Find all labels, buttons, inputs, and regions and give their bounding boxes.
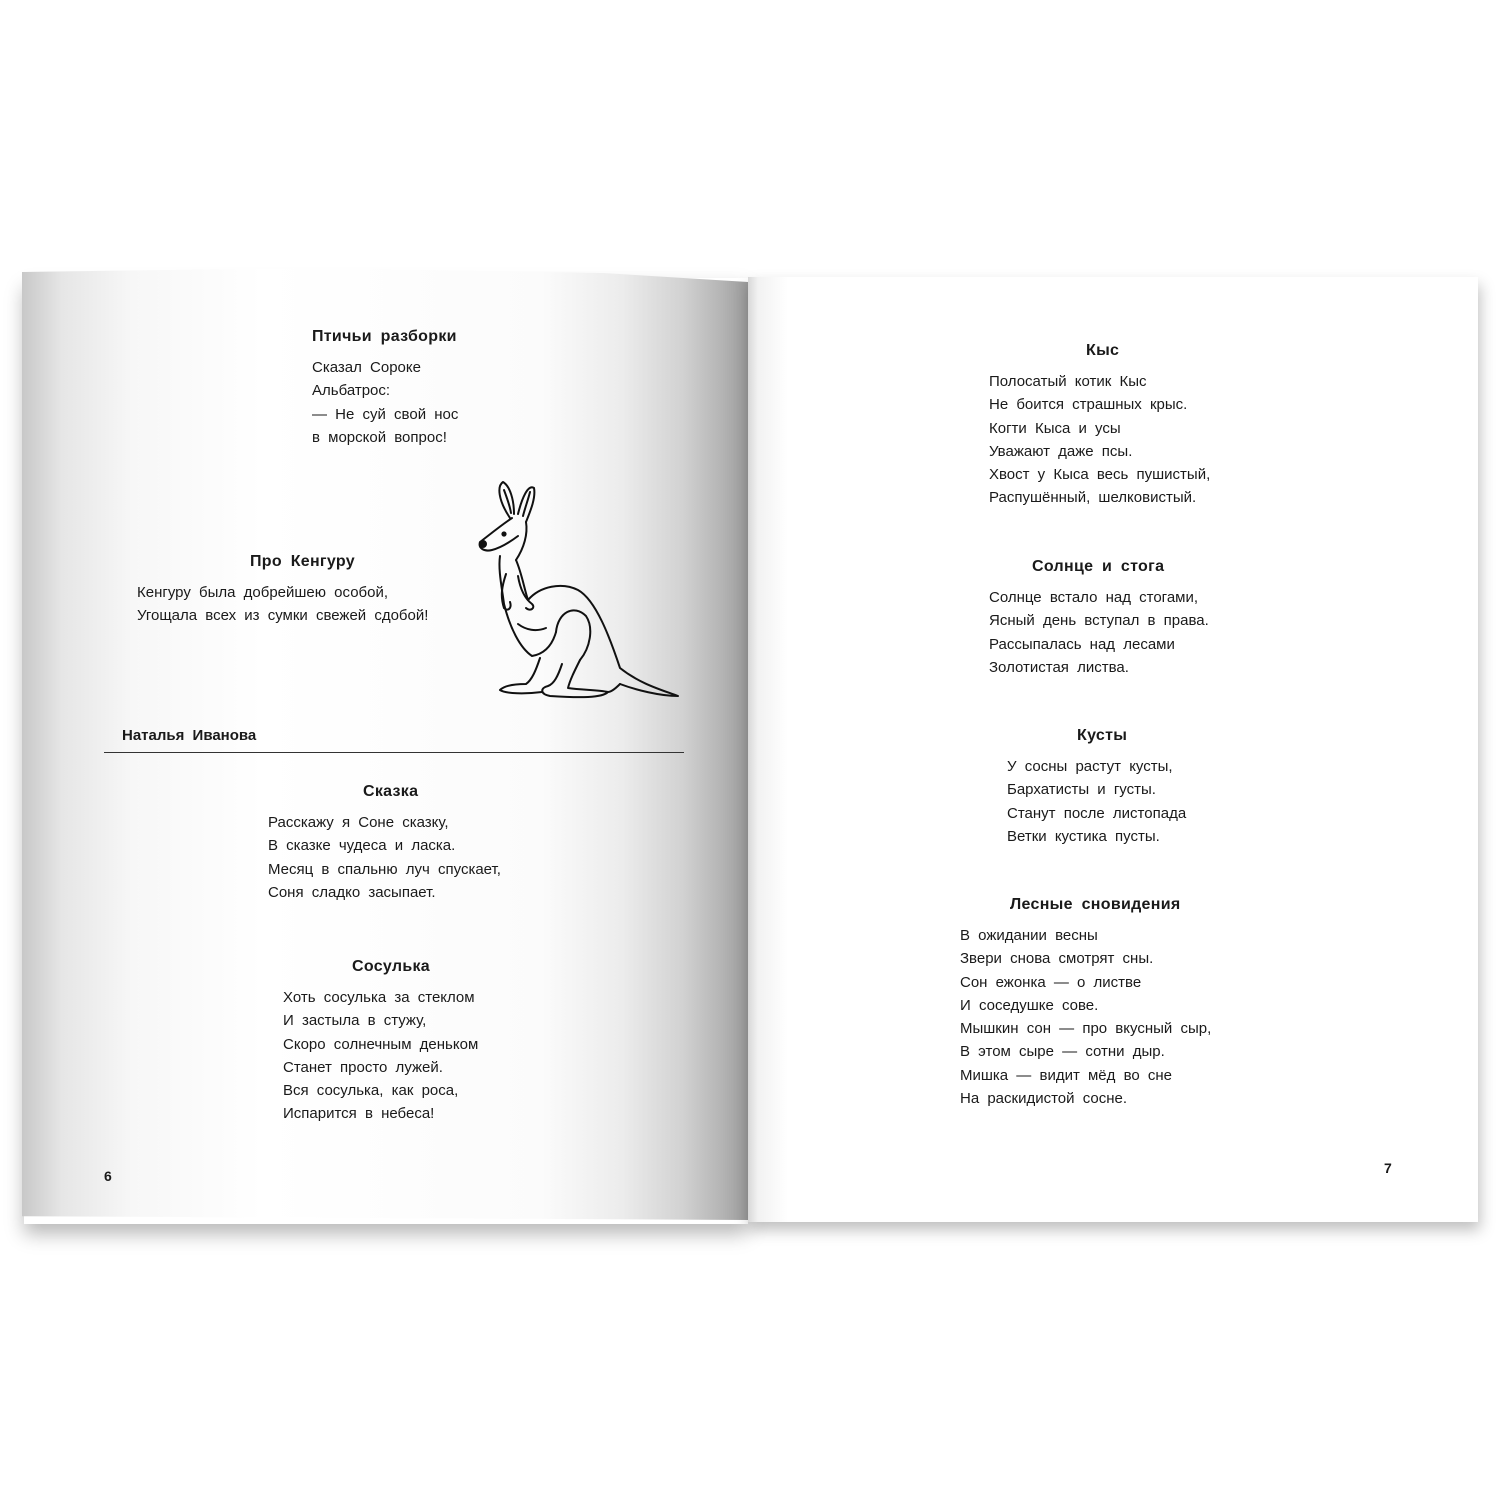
poem-line: И соседушке сове. [960,996,1099,1014]
poem-line: Мышкин сон — про вкусный сыр, [960,1020,1212,1038]
poem-line: Альбатрос: [312,382,391,400]
poem-solnce-i-stoga [989,558,1209,679]
poem-line: Кенгуру была добрейшею особой, [137,584,389,601]
poem-title: Лесные сновидения [1010,896,1181,913]
poem-kusty [1007,727,1186,848]
poem-line: Угощала всех из сумки свежей сдобой! [137,607,429,625]
poem-pro-kenguru [137,553,428,628]
poem-line: Золотистая листва. [989,658,1129,676]
poem-line: Сон ежонка — о листве [960,973,1142,991]
poem-title: Сосулька [352,958,431,975]
kangaroo-icon [470,478,685,703]
poem-line: Соня сладко засыпает. [268,883,436,901]
poem-line: Расскажу я Соне сказку, [268,814,449,831]
poem-line: Не боится страшных крыс. [989,396,1188,414]
poem-sosulka [283,958,478,1126]
poem-line: Ясный день вступал в права. [989,612,1209,630]
poem-line: Испарится в небеса! [283,1105,435,1123]
poem-line: Когти Кыса и усы [989,419,1121,437]
poem-line: Ветки кустика пусты. [1007,827,1160,845]
poem-line: Солнце встало над стогами, [989,589,1199,606]
poem-line: Месяц в спальню луч спускает, [268,860,501,878]
poem-skazka [268,783,501,904]
poem-line: Хвост у Кыса весь пушистый, [989,466,1211,484]
poem-line: В ожидании весны [960,927,1098,944]
poem-title: Кусты [1077,727,1128,744]
poem-line: Распушённый, шелковистый. [989,489,1197,507]
poem-line: В сказке чудеса и ласка. [268,837,456,855]
page-number-left: 6 [104,1168,112,1184]
poem-title: Птичьи разборки [312,328,457,345]
page-number-right: 7 [1384,1160,1392,1176]
poem-line: Вся сосулька, как роса, [283,1082,459,1100]
poem-line: Бархатисты и густы. [1007,781,1156,799]
poem-title: Сказка [363,783,419,800]
poem-line: И застыла в стужу, [283,1012,427,1030]
poem-line: — Не суй свой нос [312,405,459,423]
poem-kys [989,342,1210,510]
poem-line: Рассыпалась над лесами [989,635,1175,653]
poem-line: Звери снова смотрят сны. [960,950,1154,968]
poem-line: Полосатый котик Кыс [989,373,1147,390]
poem-line: Хоть сосулька за стеклом [283,989,475,1006]
poem-line: Уважают даже псы. [989,442,1133,460]
poem-line: На раскидистой сосне. [960,1090,1127,1108]
poem-title: Про Кенгуру [250,553,355,570]
poem-line: Сказал Сороке [312,359,421,376]
poem-ptichi-razborki [312,328,458,449]
poem-line: Скоро солнечным деньком [283,1035,479,1053]
poem-title: Кыс [1086,342,1120,359]
poem-line: в морской вопрос! [312,428,447,446]
poem-line: Станут после листопада [1007,804,1187,822]
author-divider [104,752,684,753]
poem-line: У сосны растут кусты, [1007,758,1173,775]
poem-line: Мишка — видит мёд во сне [960,1066,1173,1084]
poem-line: В этом сыре — сотни дыр. [960,1043,1165,1061]
poem-title: Солнце и стога [1032,558,1165,575]
poem-lesnye-snovideniya [960,896,1211,1110]
author-name: Наталья Иванова [122,727,257,744]
poem-line: Станет просто лужей. [283,1058,443,1076]
